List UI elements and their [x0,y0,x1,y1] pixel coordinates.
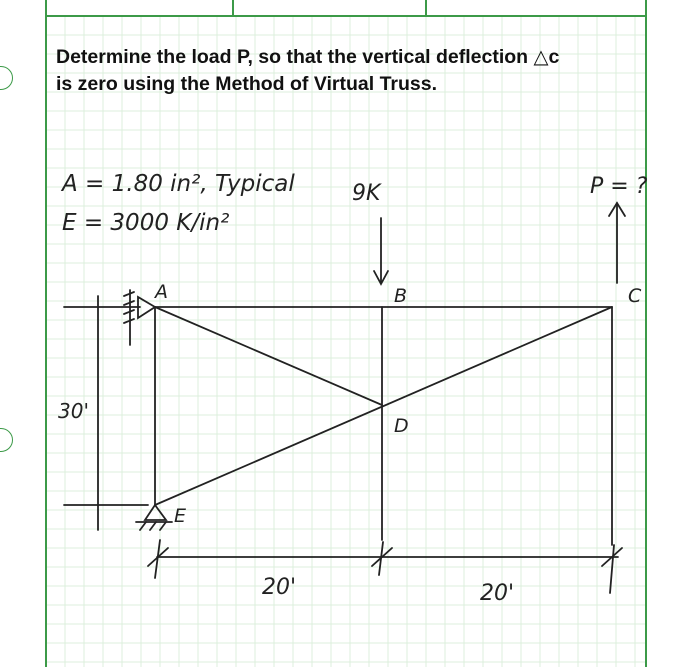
delta-subscript: c [548,46,560,68]
support-e-hatch [140,522,146,530]
node-label-c: C [628,285,642,307]
support-a-hatch [124,319,134,323]
dim-tick-right [610,545,614,593]
problem-line-2: is zero using the Method of Virtual Truss. [56,73,438,95]
given-modulus: E = 3000 K/in² [62,210,230,236]
problem-line-1: Determine the load P, so that the vertical deflection [56,46,534,68]
dimension-span-left: 20' [262,575,297,600]
dimension-span-right: 20' [480,581,515,606]
node-label-d: D [394,415,409,437]
pin-support-e [145,505,166,520]
given-area: A = 1.80 in², Typical [62,171,295,197]
applied-load-label: 9K [352,181,381,206]
node-label-e: E [174,505,187,527]
support-a-hatch [124,292,134,296]
support-a-hatch [124,301,134,305]
node-label-a: A [155,281,168,303]
delta-symbol: △ [533,46,549,68]
dimension-height: 30' [58,399,89,423]
node-label-b: B [394,285,408,307]
support-a-hatch [124,310,134,314]
unknown-load-label: P = ? [590,174,648,199]
member-ad [155,307,382,405]
support-e-hatch [160,522,166,530]
support-e-hatch [150,522,156,530]
